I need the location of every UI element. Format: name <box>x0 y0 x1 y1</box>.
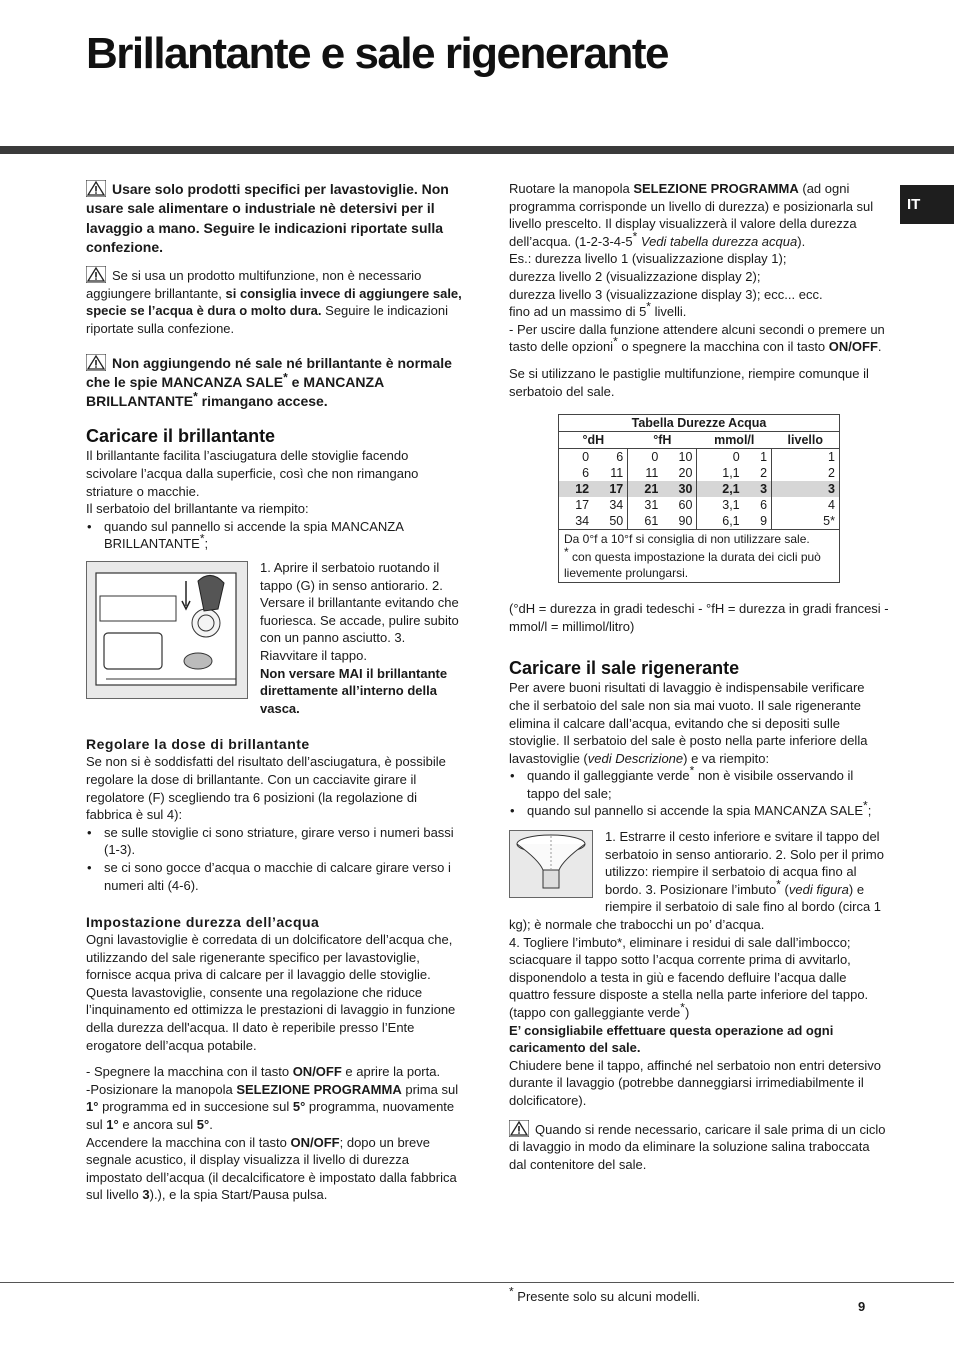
paragraph: Il brillantante facilita l’asciugatura delle stoviglie facendo scivolare l’acqua dalla superficie, così che non rimangano striature o macchie. <box>86 448 419 499</box>
paragraph: - Spegnere la macchina con il tasto ON/OFF e aprire la porta. -Posizionare la manopola SELEZIONE PROGRAMMA prima sul 1° programma ed in succesione sul 5° programma, nuovamente sul 1° e ancora sul 5°. <box>86 1064 459 1133</box>
table-cell: 17 <box>593 481 628 497</box>
table-row <box>559 497 840 513</box>
header-rule <box>0 146 954 154</box>
bullet-list <box>86 824 462 894</box>
salt-steps: 1. Estrarre il cesto inferiore e svitare il tappo del serbatoio in senso antiorario. 2. Solo per il primo utilizzo: riempire il serbatoio di acqua fino al bordo. 3. Posizionare l’imbuto* (vedi figura) e riempire il serbatoio di sale fino al bordo (circa 1 kg); è normale che trabocchi un po’ d’acqua. 4. Togliere l’imbuto*, eliminare i residui di sale dall’imbocco; sciacquare il tappo sotto l’acqua corrente prima di avvitarlo, disponendolo a testa in giù e facendo defluire l’acqua dalle quattro fessure disposte a stella nella parte inferiore del tappo. (tappo con galleggiante verde*) E’ consigliabile effettuare questa operazione ad ogni caricamento del sale. Chiudere bene il tappo, affinché nel serbatoio non entri detersivo durante il lavaggio (potrebbe danneggiarsi irrimediabilmente il dolcificatore). <box>509 829 884 1108</box>
footnote: * Presente solo su alcuni modelli. <box>509 1284 701 1304</box>
table-cell: 11 <box>593 465 628 481</box>
list-item: • se sulle stoviglie ci sono striature, girare verso i numeri bassi (1-3). <box>86 824 462 859</box>
table-cell: 11 <box>645 466 659 481</box>
table-cell: 0 <box>651 450 659 465</box>
paragraph: Se non si è soddisfatti del risultato dell’asciugatura, è possibile regolare la dose di brillantante. Con un cacciavite girare il regolatore (F) scegliendo tra 6 posizioni (la regolazione di fabbrica è sul 4): <box>86 754 446 823</box>
table-header: mmol/l <box>697 432 772 449</box>
table-row <box>559 513 840 530</box>
warning-icon <box>86 354 106 371</box>
table-cell: 20 <box>662 465 697 481</box>
paragraph: Ogni lavastoviglie è corredata di un dolcificatore dell’acqua che, utilizzando del sale rigenerante specifico per lavastoviglie, fornisce acqua priva di calcare per il lavaggio delle stoviglie. <box>86 932 453 983</box>
table-cell: 2 <box>744 465 772 481</box>
table-cell: 3 <box>772 481 840 497</box>
paragraph: Ruotare la manopola SELEZIONE PROGRAMMA (ad ogni programma corrisponde un livello di durezza) e posizionarla sul livello prescelto. Il display visualizzerà il valore della durezza dell’acqua. (1-2-3-4-5* Vedi tabella durezza acqua). <box>509 181 874 249</box>
language-tab: IT <box>900 185 954 224</box>
table-cell: 60 <box>662 497 697 513</box>
table-cell: 4 <box>828 498 835 513</box>
rinse-aid-steps: 1. Aprire il serbatoio ruotando il tappo (G) in senso antiorario. 2. Versare il brillantante evitando che fuoriesca. Se accade, pulire subito con un panno asciutto. 3. Riavvitare il tappo. Non versare MAI il brillantante direttamente all’interno della vasca. <box>86 559 462 717</box>
table-cell: 3 <box>744 481 772 497</box>
warning-salt: Quando si rende necessario, caricare il sale prima di un ciclo di lavaggio in modo da eliminare la soluzione salina traboccata dal contenitore del sale. <box>509 1121 886 1172</box>
table-cell: 90 <box>662 513 697 530</box>
table-cell: 2 <box>828 466 835 481</box>
list-item: • quando il galleggiante verde* non è visibile osservando il tappo del sale; <box>509 767 889 802</box>
paragraph: Il serbatoio del brillantante va riempito: <box>86 501 309 517</box>
table-cell: 1 <box>744 449 772 466</box>
table-cell: 10 <box>662 449 697 466</box>
table-cell: 50 <box>593 513 628 530</box>
table-cell: 6 <box>593 449 628 466</box>
list-item: • quando sul pannello si accende la spia MANCANZA BRILLANTANTE*; <box>86 518 462 553</box>
hardness-table-container <box>509 414 889 583</box>
table-header: livello <box>772 432 840 449</box>
paragraph: Accendere la macchina con il tasto ON/OFF; dopo un breve segnale acustico, il display visualizza il livello di durezza impostato dell’acqua (il decalcificatore è impostato dalla fabbrica sul livello 3).), e la spia Start/Pausa pulsa. <box>86 1134 457 1203</box>
rinse-aid-dispenser-illustration <box>86 561 248 699</box>
hardness-table <box>558 414 840 583</box>
subsection-title-hardness: Impostazione durezza dell’acqua <box>86 914 320 931</box>
right-column: Ruotare la manopola SELEZIONE PROGRAMMA (ad ogni programma corrisponde un livello di durezza) e posizionarla sul livello prescelto. Il display visualizzerà il valore della durezza dell’acqua. (1-2-3-4-5* Vedi tabella durezza acqua). Es.: durezza livello 1 (visualizzazione display 1); durezza livello 2 (visualizzazione display 2); durezza livello 3 (visualizzazione display 3); ecc... ecc. fino ad un massimo di 5* livelli. - Per uscire dalla funzione attendere alcuni secondi o premere un tasto delle opzioni* o spegnere la macchina con il tasto ON/OFF. Se si utilizzano le pastiglie multifunzione, riempire comunque il serbatoio del sale. Tabella Durezze Acqua °dH °fH mmol/l livello 0 6 0 10 0 1 1 6 11 11 20 1,1 2 2 12 17 21 30 2,1 3 3 17 34 31 60 3,1 6 4 34 50 61 90 6,1 9 5* Da 0°f a 10°f si consiglia di non utilizzare sale. * con questa impostazione la durata dei cicli può lievemente prolungarsi. (°dH = durezza in gradi tedeschi - °fH = durezza in gradi francesi - mmol/l = millimol/litro) Caricare il sale rigenerante Per avere buoni risultati di lavaggio è indispensabile verificare che il serbatoio del sale non sia mai vuoto. Il sale rigenerante elimina il calcare dall’acqua, evitando che si depositi sulle stoviglie. Il serbatoio del sale è posto nella parte inferiore della lavastoviglie (vedi Descrizione) e va riempito: • quando il galleggiante verde* non è visibile osservando il tappo del sale; • quando sul pannello si accende la spia MANCANZA SALE*; 1. Estrarre il cesto inferiore e svitare il tappo del serbatoio in senso antiorario. 2. Solo per il primo utilizzo: riempire il serbatoio di acqua fino al bordo. 3. Posizionare l’imbuto* (vedi figura) e riempire il serbatoio di sale fino al bordo (circa 1 kg); è normale che trabocchi un po’ d’acqua. 4. Togliere l’imbuto*, eliminare i residui di sale dall’imbocco; sciacquare il tappo sotto l’acqua corrente prima di avvitarlo, disponendolo a testa in giù e facendo defluire l’acqua dalle quattro fessure disposte a stella nella parte inferiore del tappo. (tappo con galleggiante verde*) E’ consigliabile effettuare questa operazione ad ogni caricamento del sale. Chiudere bene il tappo, affinché nel serbatoio non entri detersivo durante il lavaggio (potrebbe danneggiarsi irrimediabilmente il dolcificatore). Quando si rende necessario, caricare il sale prima di un ciclo di lavaggio in modo da eliminare la soluzione salina traboccata dal contenitore del sale. <box>509 180 889 1173</box>
table-cell: 9 <box>744 513 772 530</box>
table-row <box>559 465 840 481</box>
table-cell: 6 <box>744 497 772 513</box>
table-cell: 1 <box>828 450 835 465</box>
page-title: Brillantante e sale rigenerante <box>86 29 668 78</box>
subsection-title-dose: Regolare la dose di brillantante <box>86 736 310 753</box>
table-caption: Tabella Durezze Acqua <box>559 415 840 432</box>
table-cell: 0 <box>582 450 590 465</box>
bullet-list <box>509 763 889 820</box>
table-cell: 34 <box>575 514 590 529</box>
section-title-rinse-aid: Caricare il brillantante <box>86 426 276 447</box>
warning-icon <box>86 266 106 283</box>
warning-indicators: Non aggiungendo né sale né brillantante è normale che le spie MANCANZA SALE* e MANCANZA BRILLANTANTE* rimangano accese. <box>86 354 452 410</box>
bullet-list <box>86 518 462 553</box>
table-cell: 5* <box>823 514 835 529</box>
table-cell: 61 <box>644 514 659 529</box>
table-cell: 6,1 <box>722 514 740 529</box>
table-cell: 21 <box>628 481 663 497</box>
table-cell: 31 <box>644 498 659 513</box>
table-cell: 6 <box>582 466 590 481</box>
list-item: • quando sul pannello si accende la spia MANCANZA SALE*; <box>509 802 889 820</box>
table-note: Da 0°f a 10°f si consiglia di non utilizzare sale. <box>559 530 840 549</box>
warning-icon <box>509 1120 529 1137</box>
page-number: 9 <box>858 1299 866 1314</box>
footer-rule <box>0 1282 954 1283</box>
table-cell: 2,1 <box>697 481 744 497</box>
table-cell: 3,1 <box>722 498 740 513</box>
table-header: °fH <box>628 432 697 449</box>
table-cell: 1,1 <box>722 466 740 481</box>
table-cell: 0 <box>732 450 740 465</box>
table-header-row <box>559 432 840 449</box>
table-row <box>559 449 840 466</box>
table-cell: 34 <box>593 497 628 513</box>
list-item: • se ci sono gocce d’acqua o macchie di calcare girare verso i numeri alti (4-6). <box>86 859 462 894</box>
table-row <box>559 481 840 497</box>
warning-multifunction: Se si usa un prodotto multifunzione, non è necessario aggiungere brillantante, si consiglia invece di aggiungere sale, specie se l’acqua è dura o molto dura. Seguire le indicazioni riportate sulla confezione. <box>86 268 462 336</box>
left-column <box>86 180 462 1204</box>
warning-icon <box>86 180 106 197</box>
section-title-salt: Caricare il sale rigenerante <box>509 658 740 679</box>
table-note: * con questa impostazione la durata dei cicli può lievemente prolungarsi. <box>564 545 821 581</box>
table-header: °dH <box>559 432 628 449</box>
salt-funnel-illustration <box>509 830 593 898</box>
table-cell: 17 <box>575 498 590 513</box>
paragraph: Questa lavastoviglie, consente una regolazione che riduce l’inquinamento ed ottimizza le prestazioni di lavaggio in funzione della durezza dell'acqua. Il dato è reperibile presso l’Ente erogatore dell’acqua potabile. <box>86 984 456 1053</box>
warning-products: Usare solo prodotti specifici per lavastoviglie. Non usare sale alimentare o industriale nè detersivi per il lavaggio a mano. Seguire le indicazioni riportate sulla confezione. <box>86 181 449 255</box>
table-cell: 30 <box>662 481 697 497</box>
table-cell: 12 <box>559 481 594 497</box>
